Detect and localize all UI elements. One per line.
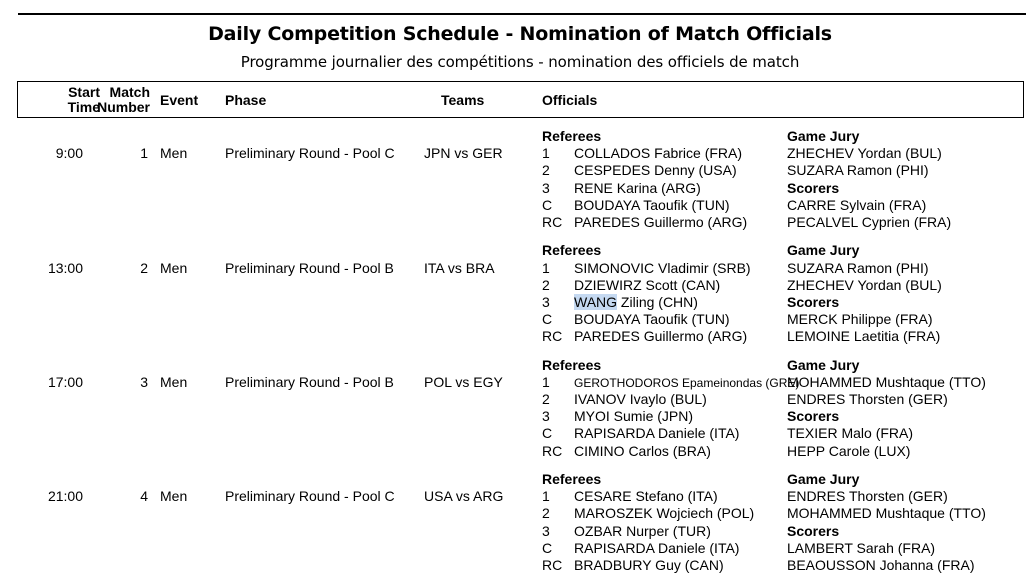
scorer: HEPP Carole (LUX) <box>787 442 911 459</box>
teams: USA vs ARG <box>424 488 504 505</box>
event: Men <box>160 145 188 162</box>
game-jury-label: Game Jury <box>787 356 860 373</box>
start-time: 17:00 <box>47 373 83 390</box>
referees-label: Referees <box>542 356 602 373</box>
header-event: Event <box>160 92 199 108</box>
jury-member: ENDRES Thorsten (GER) <box>787 488 948 505</box>
referee-name: CESPEDES Denny (USA) <box>574 162 737 179</box>
jury-member: ENDRES Thorsten (GER) <box>787 391 948 407</box>
header-officials: Officials <box>542 92 598 108</box>
page-subtitle: Programme journalier des compétitions - nomination des officiels de match <box>240 53 800 71</box>
referee-name: IVANOV Ivaylo (BUL) <box>574 391 707 407</box>
jury-member: ZHECHEV Yordan (BUL) <box>787 276 942 293</box>
jury-member: SUZARA Ramon (PHI) <box>787 162 929 179</box>
referee-role: 1 <box>542 488 550 505</box>
scorer: LAMBERT Sarah (FRA) <box>787 539 936 556</box>
scorers-label: Scorers <box>787 522 840 539</box>
referee-name: COLLADOS Fabrice (FRA) <box>574 145 743 162</box>
referee-role: 3 <box>542 522 550 539</box>
referee-name: BOUDAYA Taoufik (TUN) <box>574 311 730 328</box>
referee-name: CESARE Stefano (ITA) <box>574 488 718 505</box>
game-jury-label: Game Jury <box>787 242 860 259</box>
game-jury-label: Game Jury <box>787 470 860 487</box>
event: Men <box>160 488 188 505</box>
referee-name: PAREDES Guillermo (ARG) <box>574 328 748 345</box>
start-time: 9:00 <box>55 145 83 162</box>
referee-name: MYOI Sumie (JPN) <box>574 408 694 425</box>
referee-name: RENE Karina (ARG) <box>574 179 701 196</box>
start-time: 21:00 <box>47 488 83 505</box>
jury-member: MOHAMMED Mushtaque (TTO) <box>787 373 986 390</box>
referee-name: RAPISARDA Daniele (ITA) <box>574 539 740 556</box>
scorers-label: Scorers <box>787 293 840 310</box>
referees-label: Referees <box>542 128 602 144</box>
match-number: 4 <box>140 488 148 505</box>
teams: POL vs EGY <box>424 373 503 390</box>
referee-role: 2 <box>542 505 550 522</box>
referee-role: 1 <box>542 373 550 390</box>
referee-role: 3 <box>542 179 550 196</box>
scorer: LEMOINE Laetitia (FRA) <box>787 328 941 345</box>
referee-role: C <box>542 196 553 213</box>
referee-role: 1 <box>542 145 550 162</box>
referees-label: Referees <box>542 242 602 259</box>
scorer: CARRE Sylvain (FRA) <box>787 196 927 213</box>
referee-role: RC <box>542 556 563 573</box>
phase: Preliminary Round - Pool B <box>225 373 394 390</box>
header-match-number: Match Number <box>97 84 150 115</box>
referee-role: C <box>542 425 553 442</box>
event: Men <box>160 373 188 390</box>
highlighted-name: WANG <box>574 293 618 310</box>
referee-role: C <box>542 311 553 328</box>
referee-role: C <box>542 539 553 556</box>
referee-role: 2 <box>542 276 550 293</box>
table-header <box>17 81 1024 118</box>
referee-role: 3 <box>542 408 550 425</box>
referee-role: RC <box>542 328 563 345</box>
scorers-label: Scorers <box>787 179 840 196</box>
referee-name: RAPISARDA Daniele (ITA) <box>574 425 740 442</box>
referees-label: Referees <box>542 470 602 487</box>
game-jury-label: Game Jury <box>787 128 860 144</box>
match-number: 2 <box>140 259 148 276</box>
event: Men <box>160 259 188 276</box>
scorers-label: Scorers <box>787 408 840 425</box>
referee-role: RC <box>542 442 563 459</box>
referee-name: OZBAR Nurper (TUR) <box>574 522 711 539</box>
referee-role: 1 <box>542 259 550 276</box>
jury-member: ZHECHEV Yordan (BUL) <box>787 145 942 162</box>
phase: Preliminary Round - Pool B <box>225 259 394 276</box>
name-rest: Ziling (CHN) <box>617 293 698 310</box>
referee-name: BOUDAYA Taoufik (TUN) <box>574 196 730 213</box>
header-phase: Phase <box>225 92 267 108</box>
scorer: BEAOUSSON Johanna (FRA) <box>787 556 975 573</box>
referee-role: RC <box>542 214 563 230</box>
match-number: 1 <box>140 145 148 162</box>
start-time: 13:00 <box>47 259 83 276</box>
referee-name: DZIEWIRZ Scott (CAN) <box>574 276 721 293</box>
referee-name: BRADBURY Guy (CAN) <box>574 556 724 573</box>
jury-member: MOHAMMED Mushtaque (TTO) <box>787 505 986 522</box>
referee-name: MAROSZEK Wojciech (POL) <box>574 505 755 522</box>
referee-name <box>574 294 698 311</box>
header-start-time: Start Time <box>67 84 100 115</box>
match-number: 3 <box>140 373 148 390</box>
referee-role: 2 <box>542 391 550 407</box>
header-teams: Teams <box>441 92 485 108</box>
referee-name: CIMINO Carlos (BRA) <box>574 442 711 459</box>
jury-member: SUZARA Ramon (PHI) <box>787 259 929 276</box>
scorer: TEXIER Malo (FRA) <box>787 425 914 442</box>
referee-role: 2 <box>542 162 550 179</box>
teams: ITA vs BRA <box>424 259 495 276</box>
referee-role: 3 <box>542 293 550 310</box>
page-title: Daily Competition Schedule - Nomination of Match Officials <box>208 23 832 45</box>
scorer: MERCK Philippe (FRA) <box>787 311 933 328</box>
scorer: PECALVEL Cyprien (FRA) <box>787 214 952 230</box>
teams: JPN vs GER <box>424 145 503 162</box>
referee-name: SIMONOVIC Vladimir (SRB) <box>574 259 751 276</box>
phase: Preliminary Round - Pool C <box>225 145 395 162</box>
top-rule <box>18 13 1026 15</box>
referee-name: PAREDES Guillermo (ARG) <box>574 214 748 230</box>
phase: Preliminary Round - Pool C <box>225 488 395 505</box>
referee-name: GEROTHODOROS Epameinondas (GRE) <box>574 375 800 390</box>
